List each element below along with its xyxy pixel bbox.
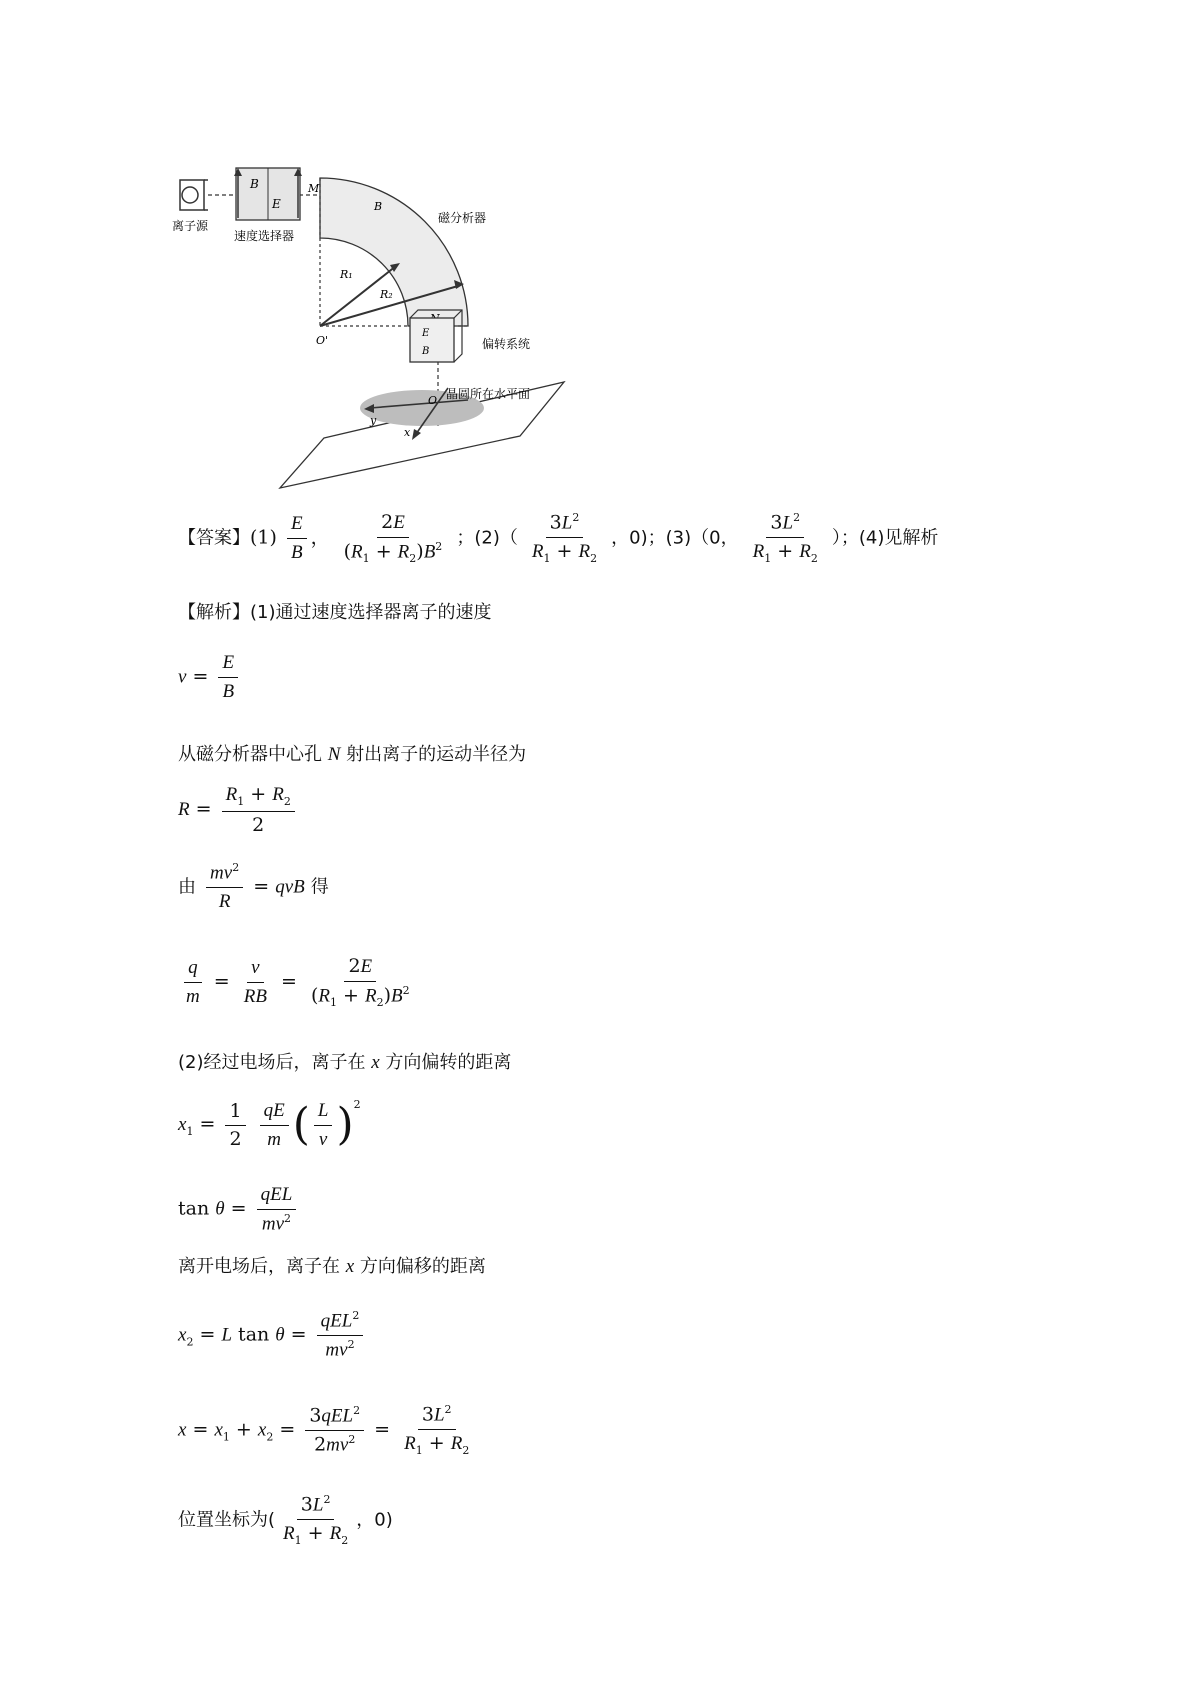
- apparatus-diagram: [172, 168, 628, 488]
- answer-frac-4: $\frac{3L^2}{R_1 + R_2}$: [752, 511, 818, 566]
- svg-text:M: M: [308, 182, 320, 195]
- svg-text:x: x: [404, 426, 411, 439]
- eq-v: v = $\frac{E}{B}$: [178, 652, 242, 703]
- ion-source-box: [180, 180, 204, 210]
- svg-text:E: E: [272, 197, 281, 211]
- eq-R: R = $\frac{R_1 + R_2}{2}$: [178, 784, 299, 836]
- eq-qm: $\frac{q}{m}$ = $\frac{v}{RB}$ = $\frac{2E}{(R_1 + R_2)B^2}$: [186, 955, 410, 1010]
- physics-figure: [172, 168, 628, 488]
- answer-frac-3: $\frac{3L^2}{R_1 + R_2}$: [531, 511, 598, 566]
- answer-tag: 【答案】: [178, 527, 250, 549]
- eq-x2: $x_2 = L$ tan θ = $\frac{qEL^2}{mv^2}$: [178, 1310, 367, 1361]
- svg-text:O': O': [316, 334, 329, 347]
- eq-tan: tan θ = $\frac{\text{qEL}}{mv^2}$: [178, 1184, 300, 1235]
- analysis-l2: 从磁分析器中心孔 N 射出离子的运动半径为: [178, 744, 527, 765]
- answer-frac-1: $\frac{E}{B}$: [287, 513, 307, 564]
- svg-text:R₁: R₁: [340, 268, 353, 281]
- wafer-plane-label: 晶圆所在水平面: [446, 387, 531, 401]
- velocity-selector-label: 速度选择器: [234, 229, 295, 243]
- svg-text:R₂: R₂: [380, 288, 393, 301]
- answer-frac-2: $\frac{2E}{(R_1 + R_2)B^2}$: [343, 511, 443, 566]
- analysis-heading: 【解析】(1)通过速度选择器离子的速度: [178, 602, 492, 623]
- deflection-system-label: 偏转系统: [482, 337, 531, 351]
- answer-line: 【答案】(1) $\frac{E}{B}$ ， $\frac{2E}{(R_1 + R_2)B^2}$ ；(2)（ $\frac{3L^2}{R_1 + R_2}$ ，0)；(3)（0， $\frac{3L^2}{R_1 + R_2}$ ）；(4)见解析: [178, 511, 939, 566]
- analysis-l5: 离开电场后，离子在 x 方向偏移的距离: [178, 1256, 486, 1277]
- analysis-l4: (2)经过电场后，离子在 x 方向偏转的距离: [178, 1052, 512, 1073]
- deflection-system: [410, 318, 454, 362]
- eq-x: $x = x_1 + x_2$ = $\frac{3qEL^2}{2mv^2}$ = $\frac{3L^2}{R_1 + R_2}$: [178, 1403, 470, 1458]
- svg-text:E: E: [422, 328, 430, 339]
- ion-source-circle: [182, 187, 198, 203]
- svg-text:B: B: [422, 346, 430, 357]
- eq-position: 位置坐标为( $\frac{3L^2}{R_1 + R_2}$ ，0): [178, 1493, 393, 1548]
- eq-x1: $x_1$ = $\frac{1}{2}$ $\frac{qE}{m}$ ( $\frac{L}{v}$ )$^2$: [178, 1098, 361, 1150]
- eq-force: 由 $\frac{mv^2}{R}$ = qvB 得: [178, 861, 329, 913]
- magnetic-analyzer-label: 磁分析器: [438, 211, 487, 225]
- svg-text:O: O: [428, 394, 438, 407]
- svg-text:B: B: [374, 200, 383, 213]
- svg-text:B: B: [250, 177, 259, 191]
- ion-source-label: 离子源: [172, 219, 209, 233]
- svg-text:y: y: [370, 414, 377, 427]
